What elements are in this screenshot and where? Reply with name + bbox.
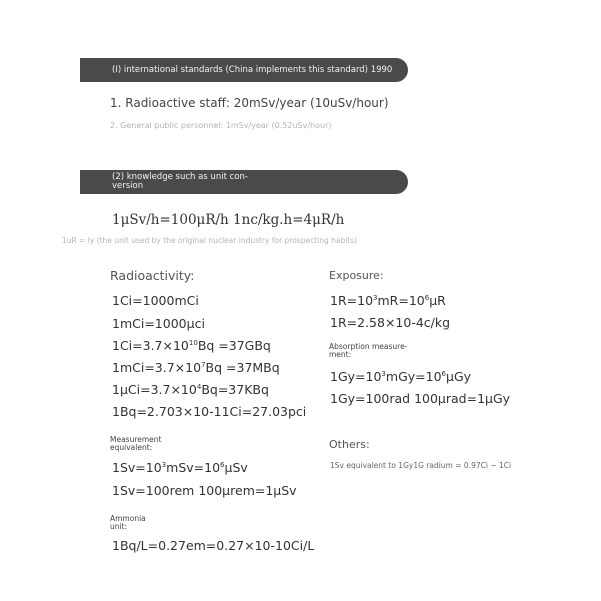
radioactive-staff-limit: 1. Radioactive staff: 20mSv/year (10uSv/hour) (110, 96, 389, 110)
exposure-header: Exposure: (329, 269, 384, 282)
general-public-limit: 2. General public personnel: 1mSv/year (0.52uSv/hour) (110, 121, 332, 130)
radioactivity-formula-1: 1Ci=1000mCi (112, 293, 199, 308)
radioactivity-formula-3: $1Ci=3.7\times 10^{10}Bq =37GBq$ (112, 338, 271, 353)
absorption-formula-2: 1Gy=100rad 100μrad=1μGy (330, 391, 511, 406)
exposure-formula-1: $1R=10^3mR=10^6\mu R$ (330, 293, 446, 308)
measurement-formula-1: $1Sv=10^3mSv=10^6\mu Sv$ (112, 460, 248, 475)
banner-title: (I) international standards (China implements this standard) 1990 (112, 64, 393, 75)
ammonia-header: Ammonia unit: (110, 514, 146, 531)
banner-title-line1: (2) knowledge such as unit con- (112, 172, 248, 182)
radioactivity-formula-6: 1Bq=2.703×10-11Ci=27.03pci (112, 404, 307, 419)
absorption-formula-1: $1Gy=10^3mGy=10^6\mu Gy$ (330, 369, 472, 384)
ammonia-formula-1: 1Bq/L=0.27em=0.27×10-10Ci/L (112, 538, 315, 553)
radioactivity-formula-2: 1mCi=1000μci (112, 316, 205, 331)
radioactivity-header: Radioactivity: (110, 268, 195, 283)
others-formula-1: 1Sv equivalent to 1Gy1G radium = 0.97Ci ~ 1Ci (330, 461, 512, 470)
measurement-header: Measurement equivalent: (110, 435, 162, 452)
conversion-formula: 1μSv/h=100μR/h 1nc/kg.h=4μR/h (112, 212, 345, 228)
others-header: Others: (329, 438, 370, 451)
conversion-note: 1uR = ly (the unit used by the original nuclear industry for prospecting habits) (62, 236, 358, 245)
banner-title-line2: version (112, 181, 144, 191)
radioactivity-formula-5: $1\mu Ci=3.7\times 10^4Bq=37KBq$ (112, 382, 269, 397)
absorption-header: Absorption measure- ment: (329, 342, 408, 359)
measurement-formula-2: 1Sv=100rem 100μrem=1μSv (112, 483, 297, 498)
exposure-formula-2: 1R=2.58×10-4c/kg (330, 315, 451, 330)
section-banner-unit-conversion (80, 170, 408, 194)
section-banner-international-standards (80, 58, 408, 82)
radioactivity-formula-4: $1mCi=3.7\times 10^7Bq =37MBq$ (112, 360, 280, 375)
